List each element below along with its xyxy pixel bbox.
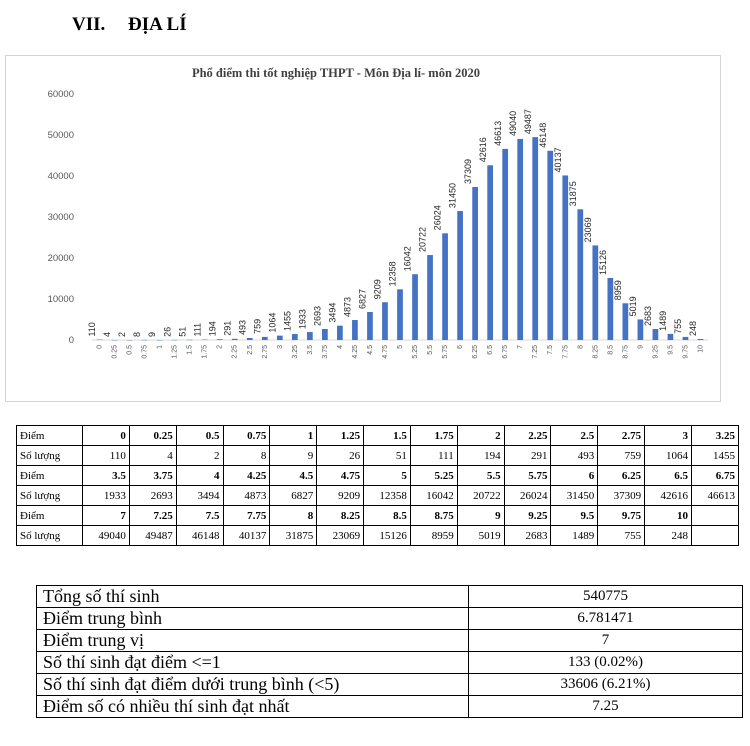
score-cell: 10: [645, 506, 692, 526]
data-label: 51: [177, 326, 188, 337]
x-tick-label: 2.75: [261, 345, 269, 359]
data-label: 26: [162, 326, 173, 337]
data-label: 755: [673, 318, 684, 334]
x-tick-label: 6.5: [487, 345, 495, 355]
data-label: 1064: [267, 312, 278, 333]
data-label: 49040: [507, 110, 518, 136]
bar: [427, 255, 433, 340]
stats-row: [37, 586, 743, 608]
bar: [277, 336, 283, 340]
count-cell: 1933: [83, 486, 130, 506]
data-label: 8959: [613, 280, 624, 301]
score-row-header: Điểm: [17, 466, 83, 486]
score-cell: 6.5: [645, 466, 692, 486]
x-tick-label: 8.5: [607, 345, 615, 355]
count-cell: 26024: [504, 486, 551, 506]
score-cell: 9.25: [504, 506, 551, 526]
data-label: 37309: [462, 159, 473, 185]
bar: [382, 302, 388, 340]
y-axis: [48, 89, 74, 346]
data-label: 15126: [597, 249, 608, 275]
bar: [412, 274, 418, 340]
data-label: 1489: [658, 310, 669, 331]
summary-stats-table: [36, 585, 743, 718]
score-row: [17, 426, 739, 446]
y-tick-label: 60000: [47, 89, 74, 100]
x-tick-label: 3.25: [291, 345, 299, 359]
data-label: 2693: [312, 305, 323, 326]
x-tick-label: 5: [397, 345, 404, 349]
score-cell: 3.5: [83, 466, 130, 486]
score-cell: 5.75: [504, 466, 551, 486]
y-tick-label: 40000: [47, 171, 74, 182]
x-tick-label: 7: [517, 345, 525, 349]
bar: [442, 233, 448, 340]
count-cell: 4: [129, 446, 176, 466]
score-cell: [691, 506, 738, 526]
data-label: 16042: [402, 246, 413, 272]
section-heading: [72, 14, 187, 36]
bar: [337, 326, 343, 340]
data-label: 20722: [417, 227, 428, 253]
stats-value: 133 (0.02%): [469, 652, 743, 674]
stats-value: 540775: [469, 586, 743, 608]
x-tick-label: 4.25: [351, 345, 359, 359]
count-cell: 759: [598, 446, 645, 466]
count-cell: 8: [223, 446, 270, 466]
x-tick-label: 8.75: [622, 345, 630, 359]
data-label: 12358: [387, 261, 398, 287]
count-cell: 40137: [223, 526, 270, 546]
score-cell: 6.25: [598, 466, 645, 486]
y-tick-label: 0: [68, 335, 74, 346]
data-label: 31450: [447, 183, 458, 209]
bar: [698, 339, 704, 340]
data-label: 42616: [477, 137, 488, 163]
stats-value: 33606 (6.21%): [469, 674, 743, 696]
x-tick-label: 2.25: [231, 345, 239, 359]
data-label: 2683: [643, 305, 654, 326]
count-cell: 49040: [83, 526, 130, 546]
stats-row: [37, 674, 743, 696]
count-cell: 110: [83, 446, 130, 466]
x-tick-label: 4.75: [381, 345, 389, 359]
count-cell: 15126: [364, 526, 411, 546]
score-cell: 7.5: [176, 506, 223, 526]
section-title: ĐỊA LÍ: [128, 14, 187, 35]
count-cell: 16042: [410, 486, 457, 506]
count-cell: 9209: [317, 486, 364, 506]
x-tick-label: 7.25: [532, 345, 540, 359]
count-cell: 4873: [223, 486, 270, 506]
data-label: 2: [117, 331, 128, 337]
stats-value: 6.781471: [469, 608, 743, 630]
score-cell: 6.75: [691, 466, 738, 486]
score-cell: 8.75: [410, 506, 457, 526]
count-cell: 42616: [645, 486, 692, 506]
score-row-header: Điểm: [17, 426, 83, 446]
x-tick-label: 10: [697, 345, 705, 353]
data-label: 6827: [357, 288, 368, 310]
data-label: 3494: [327, 302, 338, 323]
count-cell: 755: [598, 526, 645, 546]
count-row-header: Số lượng: [17, 526, 83, 546]
count-row: [17, 446, 739, 466]
data-label: 46148: [537, 122, 548, 148]
data-label: 23069: [582, 217, 593, 243]
x-tick-label: 6.25: [472, 345, 480, 359]
score-cell: 1: [270, 426, 317, 446]
data-label: 493: [237, 319, 248, 335]
count-cell: 31450: [551, 486, 598, 506]
data-label: 759: [252, 318, 263, 334]
score-cell: 8.5: [364, 506, 411, 526]
stats-label: Điểm số có nhiều thí sinh đạt nhất: [37, 696, 469, 718]
data-label: 291: [222, 320, 233, 336]
count-cell: 8959: [410, 526, 457, 546]
stats-label: Tổng số thí sinh: [37, 586, 469, 608]
bar: [292, 334, 298, 340]
count-cell: 23069: [317, 526, 364, 546]
score-cell: 8: [270, 506, 317, 526]
count-cell: 111: [410, 446, 457, 466]
x-tick-label: 9.5: [667, 345, 675, 355]
data-label: 9: [147, 331, 158, 337]
data-label: 46613: [492, 120, 503, 146]
score-cell: 4.5: [270, 466, 317, 486]
score-cell: 9.75: [598, 506, 645, 526]
x-tick-label: 5.75: [442, 345, 450, 359]
y-tick-label: 10000: [47, 294, 74, 305]
x-tick-label: 2: [216, 345, 224, 349]
score-cell: 9: [457, 506, 504, 526]
y-tick-label: 50000: [47, 130, 74, 141]
score-cell: 3.25: [691, 426, 738, 446]
score-cell: 4.75: [317, 466, 364, 486]
score-cell: 4.25: [223, 466, 270, 486]
count-cell: 2683: [504, 526, 551, 546]
x-tick-label: 8: [577, 345, 585, 349]
bar: [367, 312, 373, 340]
stats-value: 7: [469, 630, 743, 652]
stats-label: Số thí sinh đạt điểm dưới trung bình (<5): [37, 674, 469, 696]
x-tick-label: 5.5: [427, 345, 435, 355]
chart-title: Phổ điểm thi tốt nghiệp THPT - Môn Địa lí- môn 2020: [191, 66, 481, 80]
count-cell: 194: [457, 446, 504, 466]
data-label: 9209: [372, 279, 383, 300]
count-cell: 51: [364, 446, 411, 466]
bar: [683, 337, 689, 340]
data-label: 8: [132, 331, 143, 337]
count-cell: 9: [270, 446, 317, 466]
score-cell: 2: [457, 426, 504, 446]
stats-row: [37, 608, 743, 630]
score-cell: 7.25: [129, 506, 176, 526]
score-cell: 1.5: [364, 426, 411, 446]
bar: [397, 289, 403, 340]
score-cell: 2.5: [551, 426, 598, 446]
score-cell: 5.25: [410, 466, 457, 486]
x-tick-label: 0.25: [111, 345, 119, 359]
x-tick-label: 5.25: [412, 345, 420, 359]
count-cell: 12358: [364, 486, 411, 506]
score-cell: 7: [83, 506, 130, 526]
count-cell: 6827: [270, 486, 317, 506]
x-tick-label: 9.25: [652, 345, 660, 359]
x-tick-label: 7.5: [547, 345, 555, 355]
count-cell: [691, 526, 738, 546]
stats-label: Điểm trung bình: [37, 608, 469, 630]
x-tick-label: 3.5: [306, 345, 314, 355]
score-cell: 4: [176, 466, 223, 486]
score-cell: 1.25: [317, 426, 364, 446]
x-tick-label: 9.75: [682, 345, 690, 359]
score-cell: 0.5: [176, 426, 223, 446]
x-tick-label: 0: [96, 345, 104, 349]
stats-label: Điểm trung vị: [37, 630, 469, 652]
bar: [247, 338, 253, 340]
x-tick-label: 7.75: [562, 345, 570, 359]
count-cell: 493: [551, 446, 598, 466]
section-number: VII.: [72, 14, 106, 35]
count-cell: 31875: [270, 526, 317, 546]
score-row: [17, 466, 739, 486]
score-row: [17, 506, 739, 526]
count-cell: 37309: [598, 486, 645, 506]
bar: [502, 149, 508, 340]
count-row-header: Số lượng: [17, 486, 83, 506]
stats-row: [37, 696, 743, 718]
count-cell: 3494: [176, 486, 223, 506]
bar: [262, 337, 268, 340]
data-label: 5019: [628, 296, 639, 317]
count-cell: 49487: [129, 526, 176, 546]
x-axis: [97, 345, 705, 359]
data-label: 40137: [552, 147, 563, 173]
count-cell: 2693: [129, 486, 176, 506]
x-tick-label: 1.75: [201, 345, 209, 359]
score-cell: 9.5: [551, 506, 598, 526]
count-cell: 2: [176, 446, 223, 466]
score-distribution-chart: [5, 55, 721, 402]
bar: [232, 339, 238, 340]
count-cell: 46613: [691, 486, 738, 506]
count-row: [17, 526, 739, 546]
score-cell: 1.75: [410, 426, 457, 446]
x-tick-label: 1: [156, 345, 164, 349]
x-tick-label: 4.5: [366, 345, 374, 355]
data-label: 31875: [567, 181, 578, 207]
data-label: 110: [87, 322, 98, 337]
score-cell: 0.75: [223, 426, 270, 446]
count-cell: 46148: [176, 526, 223, 546]
stats-row: [37, 652, 743, 674]
x-tick-label: 6.75: [502, 345, 510, 359]
data-label: 111: [192, 322, 203, 337]
bar: [532, 137, 538, 340]
score-cell: 5.5: [457, 466, 504, 486]
count-row: [17, 486, 739, 506]
count-row-header: Số lượng: [17, 446, 83, 466]
stats-label: Số thí sinh đạt điểm <=1: [37, 652, 469, 674]
score-distribution-table: [16, 425, 739, 546]
score-cell: 0: [83, 426, 130, 446]
data-label: 1933: [297, 309, 308, 330]
score-row-header: Điểm: [17, 506, 83, 526]
data-label: 26024: [432, 205, 443, 231]
bars-group: [87, 109, 703, 340]
count-cell: 1064: [645, 446, 692, 466]
count-cell: 5019: [457, 526, 504, 546]
score-cell: 5: [364, 466, 411, 486]
bar: [322, 329, 328, 340]
x-tick-label: 8.25: [592, 345, 600, 359]
data-label: 49487: [522, 109, 533, 135]
x-tick-label: 9: [637, 345, 645, 349]
bar: [352, 320, 358, 340]
x-tick-label: 3: [276, 345, 284, 349]
score-cell: 0.25: [129, 426, 176, 446]
stats-value: 7.25: [469, 696, 743, 718]
score-cell: 2.25: [504, 426, 551, 446]
x-tick-label: 4: [336, 345, 344, 349]
data-label: 4873: [342, 296, 353, 318]
count-cell: 20722: [457, 486, 504, 506]
bar: [457, 211, 463, 340]
count-cell: 26: [317, 446, 364, 466]
data-label: 194: [207, 321, 218, 337]
count-cell: 291: [504, 446, 551, 466]
y-tick-label: 30000: [47, 212, 74, 223]
data-label: 1455: [282, 311, 293, 332]
x-tick-label: 2.5: [246, 345, 254, 355]
x-tick-label: 3.75: [321, 345, 329, 359]
score-cell: 7.75: [223, 506, 270, 526]
score-cell: 3: [645, 426, 692, 446]
y-tick-label: 20000: [47, 253, 74, 264]
stats-row: [37, 630, 743, 652]
bar: [217, 339, 223, 340]
count-cell: 248: [645, 526, 692, 546]
score-cell: 3.75: [129, 466, 176, 486]
score-cell: 6: [551, 466, 598, 486]
bar: [487, 165, 493, 340]
x-tick-label: 6: [457, 345, 465, 349]
bar: [517, 139, 523, 340]
bar: [547, 151, 553, 340]
data-label: 4: [102, 331, 113, 337]
score-cell: 8.25: [317, 506, 364, 526]
bar: [307, 332, 313, 340]
score-cell: 2.75: [598, 426, 645, 446]
count-cell: 1489: [551, 526, 598, 546]
data-label: 248: [688, 320, 699, 336]
x-tick-label: 1.25: [171, 345, 179, 359]
chart-canvas: [6, 56, 720, 401]
count-cell: 1455: [691, 446, 738, 466]
x-tick-label: 1.5: [186, 345, 194, 355]
x-tick-label: 0.75: [141, 345, 149, 359]
bar: [472, 187, 478, 340]
x-tick-label: 0.5: [126, 345, 134, 355]
